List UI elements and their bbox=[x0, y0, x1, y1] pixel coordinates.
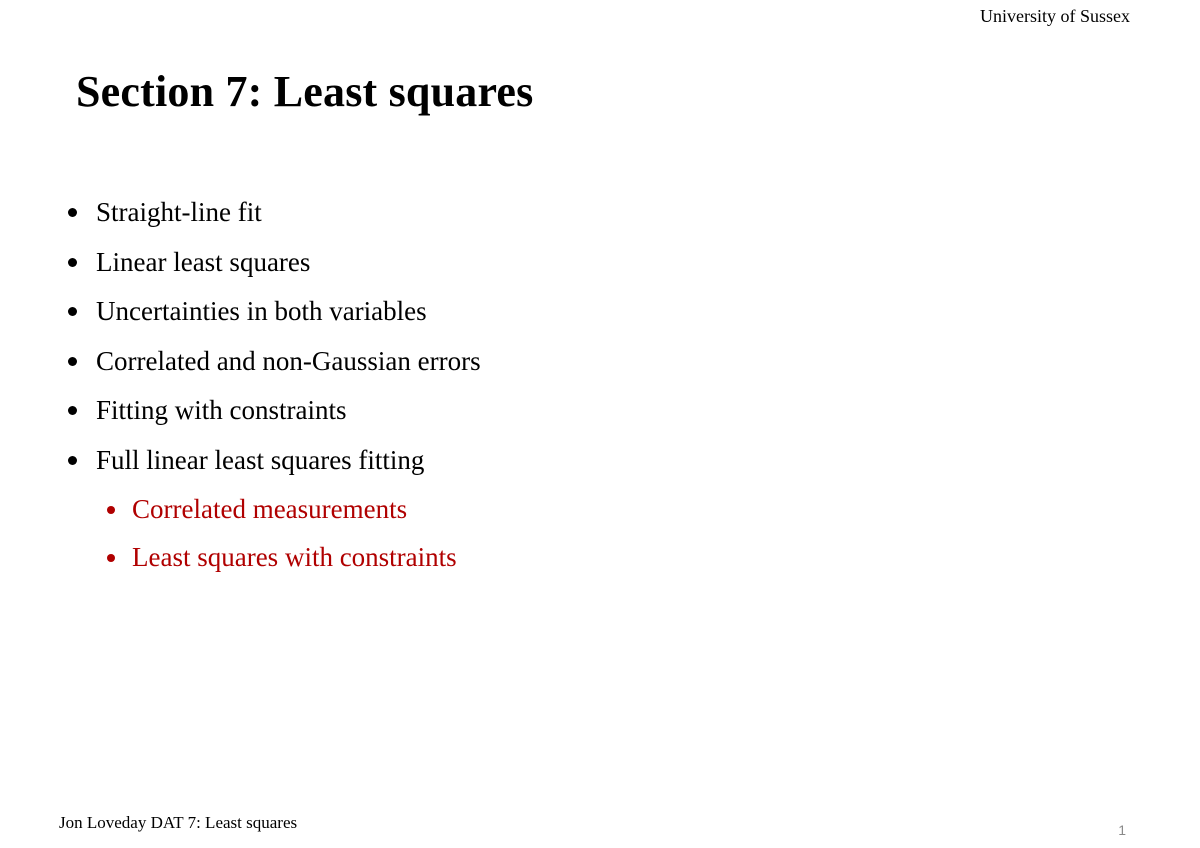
header-organization: University of Sussex bbox=[980, 6, 1130, 26]
bullet-text: Correlated measurements bbox=[132, 494, 408, 524]
footer-text: Jon Loveday DAT 7: Least squares bbox=[59, 813, 298, 832]
bullet-text: Full linear least squares fitting bbox=[96, 444, 425, 475]
bullet-item bbox=[62, 239, 481, 289]
bullet-dot-icon bbox=[68, 208, 77, 217]
bullet-text: Correlated and non-Gaussian errors bbox=[96, 345, 481, 376]
sub-bullet-item bbox=[62, 486, 481, 534]
bullet-item bbox=[62, 288, 481, 338]
bullet-list bbox=[62, 189, 481, 582]
slide-title: Section 7: Least squares bbox=[76, 67, 534, 116]
bullet-item bbox=[62, 437, 481, 487]
bullet-text: Linear least squares bbox=[96, 246, 311, 277]
bullet-item bbox=[62, 338, 481, 388]
bullet-dot-icon bbox=[68, 406, 77, 415]
bullet-item bbox=[62, 387, 481, 437]
bullet-dot-icon bbox=[68, 307, 77, 316]
bullet-dot-icon bbox=[107, 506, 115, 514]
page-number: 1 bbox=[1118, 822, 1126, 838]
bullet-dot-icon bbox=[107, 554, 115, 562]
bullet-item bbox=[62, 189, 481, 239]
bullet-text: Uncertainties in both variables bbox=[96, 296, 427, 326]
sub-bullet-item bbox=[62, 534, 481, 582]
bullet-text: Fitting with constraints bbox=[96, 395, 347, 425]
bullet-dot-icon bbox=[68, 456, 77, 465]
bullet-text: Least squares with constraints bbox=[132, 542, 457, 572]
bullet-dot-icon bbox=[68, 258, 77, 267]
bullet-dot-icon bbox=[68, 357, 77, 366]
bullet-text: Straight-line fit bbox=[96, 197, 262, 227]
